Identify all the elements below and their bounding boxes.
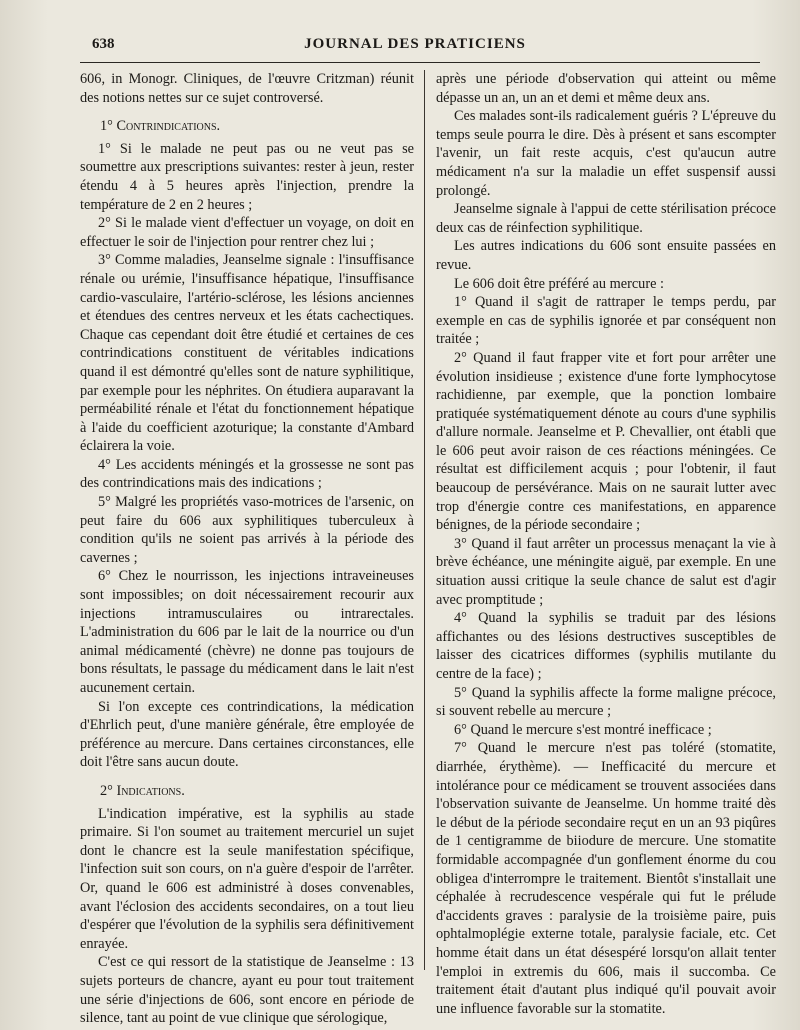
paragraph: 5° Quand la syphilis affecte la forme maligne précoce, si souvent rebelle au mercure ; — [436, 684, 776, 720]
paragraph: 1° Si le malade ne peut pas ou ne veut pas se soumettre aux prescriptions suivantes: rester à jeun, rester étendu 4 à 5 heures après l'injection, prendre la température de 2 en 2 heures ; — [80, 140, 414, 213]
paragraph: 2° Quand il faut frapper vite et fort pour arrêter une évolution insidieuse ; existence d'une forte lymphocytose rachidienne, par exemple, que la ponction lombaire pratiquée systématiquement dénote au cours d'une syphilis d'allure normale. Jeanselme et P. Chevallier, ont établi que le 606 peut avoir raison de ces réactions méningées. Ce résultat est difficilement acquis ; pour l'obtenir, il faut beaucoup de persévérance. Mais on ne saurait lutter avec trop d'énergie contre ces manifestations, en apparence bénignes, de la période secondaire ; — [436, 349, 776, 534]
left-column — [80, 70, 414, 1028]
paragraph: Le 606 doit être préféré au mercure : — [454, 275, 664, 292]
section-heading-indications: 2° Indications. — [100, 782, 185, 799]
paragraph: 7° Quand le mercure n'est pas toléré (stomatite, diarrhée, érythème). — Inefficacité du mercure et intolérance pour ce médicament se trouvent associées dans l'observation suivante de Jeanselme. Un homme traité dès le début de la période secondaire reçut en un an 93 piqûres de 1 centigramme de biiodure de mercure. Une stomatite formidable accompagnée d'un gonflement énorme du cou obligea d'interrompre le traitement. Bientôt s'installait une céphalée à recrudescence vespérale qui fut le prélude d'accidents graves : paralysie de la troisième paire, puis ophtalmoplégie externe totale, paralysie faciale, etc. Cet homme était dans un état désespéré lorsqu'on allait tenter l'emploi in extremis du 606, mais il succomba. Ce traitement était d'autant plus indiqué qu'il pouvait avoir une influence favorable sur la stomatite. — [436, 740, 776, 1017]
paragraph: Si l'on excepte ces contrindications, la médication d'Ehrlich peut, d'une manière générale, être employée de préférence au mercure. Dans certaines circonstances, elle doit l'être sans aucun doute. — [80, 698, 414, 771]
paragraph: 3° Comme maladies, Jeanselme signale : l'insuffisance rénale ou urémie, l'insuffisance hépatique, l'insuffisance cardio-vasculaire, l'artério-sclérose, les lésions anciennes et étendues des centres nerveux et les états cachectiques. Chaque cas cependant doit être étudié et certaines de ces contrindications constituent de véritables indications quand il est démontré qu'elles sont de nature syphilitique, par exemple pour les néphrites. On étudiera auparavant la perméabilité rénale et l'état du fonctionnement hépatique à l'aide du coefficient azoturique; la constante d'Ambard éclairera la voie. — [80, 252, 414, 455]
paragraph: C'est ce qui ressort de la statistique de Jeanselme : 13 sujets porteurs de chancre, ayant eu pour tout traitement une série d'injections de 606, sont encore en période de silence, tant au point de vue clinique que sérologique, — [80, 954, 414, 1027]
running-title: JOURNAL DES PRATICIENS — [304, 36, 526, 52]
paragraph: 4° Les accidents méningés et la grossesse ne sont pas des contrindications mais des indications ; — [80, 456, 414, 492]
paragraph: Ces malades sont-ils radicalement guéris ? L'épreuve du temps seule pourra le dire. Dès à présent et sans escompter l'avenir, un fait reste acquis, c'est qu'aucun autre médicament n'a sur la maladie un effet suspensif aussi prolongé. — [436, 108, 776, 199]
paragraph: Les autres indications du 606 sont ensuite passées en revue. — [436, 238, 776, 273]
section-heading-contrindications: 1° Contrindications. — [100, 118, 221, 135]
paragraph: 3° Quand il faut arrêter un processus menaçant la vie à brève échéance, une méningite aiguë, par exemple. En une situation aussi critique la seule chance de salut est d'agir avec promptitude ; — [436, 535, 776, 608]
paragraph: 5° Malgré les propriétés vaso-motrices de l'arsenic, on peut faire du 606 aux syphilitiques tuberculeux à condition qu'ils ne soient pas arrivés à la période des cavernes ; — [80, 494, 414, 566]
paragraph: 1° Quand il s'agit de rattraper le temps perdu, par exemple en cas de syphilis ignorée et par conséquent non traitée ; — [436, 294, 776, 348]
right-column — [436, 70, 776, 1018]
paragraph: L'indication impérative, est la syphilis au stade primaire. Si l'on soumet au traitement mercuriel un sujet dont le chancre est la seule manifestation spécifique, l'infection suit son cours, on n'a guère d'espoir de l'arrêter. Or, quand le 606 est administré à doses convenables, avant l'éclosion des accidents secondaires, on a tout lieu d'espérer que l'évolution de la syphilis sera définitivement enrayée. — [80, 805, 414, 952]
paragraph: Jeanselme signale à l'appui de cette stérilisation précoce deux cas de réinfection syphilitique. — [436, 201, 776, 236]
column-divider — [424, 70, 425, 970]
page-number: 638 — [92, 36, 115, 52]
paragraph: 606, in Monogr. Cliniques, de l'œuvre Critzman) réunit des notions nettes sur ce sujet controversé. — [80, 71, 414, 106]
paragraph: 4° Quand la syphilis se traduit par des lésions affichantes ou des lésions destructives susceptibles de laisser des cicatrices difformes (syphilis mutilante du centre de la face) ; — [436, 610, 776, 682]
paragraph: après une période d'observation qui atteint ou même dépasse un an, un an et demi et même deux ans. — [436, 71, 776, 106]
header-rule — [80, 62, 760, 63]
page-header — [70, 36, 760, 60]
paragraph: 2° Si le malade vient d'effectuer un voyage, on doit en effectuer le soir de l'injection pour rentrer chez lui ; — [80, 215, 414, 250]
paragraph: 6° Chez le nourrisson, les injections intraveineuses sont impossibles; on doit nécessairement recourir aux injections intramusculaires ou intrarectales. L'administration du 606 par le lait de la nourrice ou d'un animal médicamenté (chèvre) ne donne pas toujours de bons résultats, le passage du médicament dans le lait n'est aucunement certain. — [80, 568, 414, 696]
paragraph: 6° Quand le mercure s'est montré inefficace ; — [454, 721, 712, 738]
